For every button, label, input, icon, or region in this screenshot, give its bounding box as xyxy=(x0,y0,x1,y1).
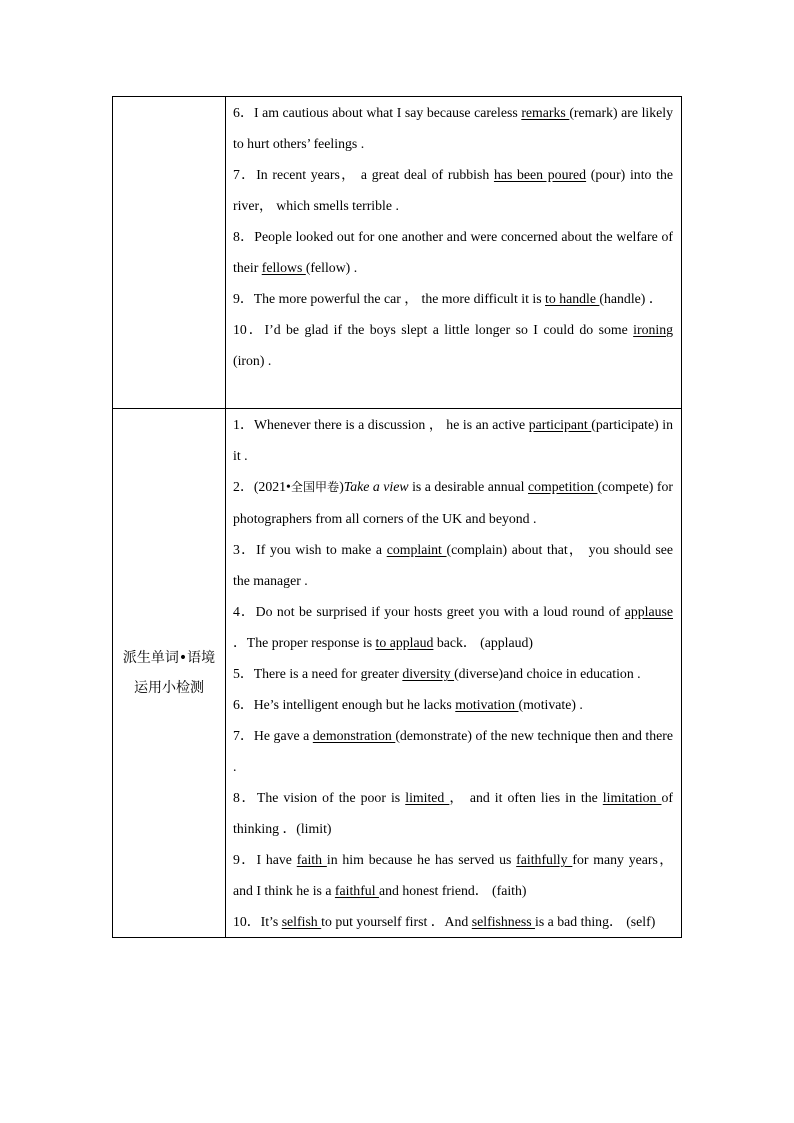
item-number: 7． xyxy=(233,167,257,182)
sentence-text: ．The proper response is xyxy=(233,635,376,650)
sentence-text: (fellow) . xyxy=(305,260,358,275)
sentence-text: is a bad thing． (self) xyxy=(535,914,656,929)
sentence-text: Whenever there is a discussion ， he is an active xyxy=(253,417,529,432)
citation-text: (2021• xyxy=(253,479,291,494)
exercise-item xyxy=(233,844,673,906)
sentence-text: People looked out for one another and were concerned about the welfare of their xyxy=(233,229,673,275)
table-row xyxy=(113,97,682,409)
sentence-text: Do not be surprised if your hosts greet you with a loud round of xyxy=(255,604,625,619)
item-number: 9． xyxy=(233,852,257,867)
sentence-text: is a desirable annual xyxy=(408,479,529,494)
exercise-table xyxy=(112,96,682,938)
exercise-item xyxy=(233,534,673,596)
citation-text: ) xyxy=(339,479,344,494)
answer-blank: participant xyxy=(528,417,592,432)
item-number: 3． xyxy=(233,542,257,557)
sentence-text: back． (applaud) xyxy=(433,635,533,650)
section-label-empty xyxy=(113,97,226,409)
sentence-text: I’d be glad if the boys slept a little longer so I could do some xyxy=(264,322,634,337)
sentence-text: (demonstrate) of the new technique then and there . xyxy=(233,728,673,774)
article-title: Take a view xyxy=(343,479,409,494)
sentence-text: In recent years， a great deal of rubbish xyxy=(256,167,494,182)
sentence-text: He’s intelligent enough but he lacks xyxy=(253,697,456,712)
table-row xyxy=(113,409,682,938)
source-label: 全国甲卷 xyxy=(290,480,340,494)
sentence-text: It’s xyxy=(260,914,282,929)
exercise-item xyxy=(233,314,673,376)
item-number: 8． xyxy=(233,790,257,805)
sentence-text: I am cautious about what I say because careless xyxy=(253,105,522,120)
answer-blank: diversity xyxy=(402,666,455,681)
sentence-text: If you wish to make a xyxy=(256,542,387,557)
sentence-text: The vision of the poor is xyxy=(256,790,406,805)
answer-blank: selfish xyxy=(281,914,322,929)
sentence-text: in him because he has served us xyxy=(326,852,517,867)
sentence-text: ， and it often lies in the xyxy=(449,790,603,805)
sentence-text: for many years， and I think he is a xyxy=(233,852,674,898)
exercise-item xyxy=(233,596,673,658)
sentence-text: (iron) . xyxy=(233,353,272,368)
answer-blank: faithful xyxy=(334,883,379,898)
item-number: 6． xyxy=(233,697,254,712)
answer-blank: demonstration xyxy=(312,728,396,743)
item-number: 7． xyxy=(233,728,254,743)
sentence-text: The more powerful the car ， the more difficult it is xyxy=(253,291,546,306)
item-number: 9． xyxy=(233,291,254,306)
sentence-text: (compete) for photographers from all corners of the UK and beyond . xyxy=(233,479,673,526)
exercise-item xyxy=(233,471,673,534)
sentence-text: (remark) are likely to hurt others’ feelings . xyxy=(233,105,673,151)
exercise-item xyxy=(233,159,673,221)
exercise-item xyxy=(233,283,673,314)
sentence-text: to put yourself first ．And xyxy=(321,914,472,929)
sentence-text: (participate) in it . xyxy=(233,417,673,463)
answer-blank: applause xyxy=(624,604,673,619)
item-number: 8． xyxy=(233,229,255,244)
section-content xyxy=(226,409,682,938)
answer-blank: remarks xyxy=(521,105,570,120)
sentence-text: of thinking ．(limit) xyxy=(233,790,673,836)
answer-blank: fellows xyxy=(261,260,306,275)
answer-blank: has been poured xyxy=(493,167,587,182)
answer-blank: ironing xyxy=(633,322,673,337)
sentence-text: (diverse)and choice in education . xyxy=(454,666,641,681)
sentence-text: I have xyxy=(256,852,297,867)
answer-blank: to handle xyxy=(545,291,600,306)
item-number: 2． xyxy=(233,479,254,494)
exercise-item xyxy=(233,221,673,283)
answer-blank: limitation xyxy=(602,790,662,805)
exercise-list xyxy=(233,409,673,937)
sentence-text: (motivate) . xyxy=(518,697,583,712)
sentence-text: He gave a xyxy=(253,728,313,743)
item-number: 6． xyxy=(233,105,254,120)
item-number: 4． xyxy=(233,604,256,619)
exercise-item xyxy=(233,658,673,689)
answer-blank: faithfully xyxy=(516,852,573,867)
answer-blank: to applaud xyxy=(375,635,434,650)
answer-blank: complaint xyxy=(386,542,447,557)
exercise-item xyxy=(233,782,673,844)
answer-blank: motivation xyxy=(455,697,519,712)
sentence-text: (handle) ． xyxy=(599,291,663,306)
exercise-item xyxy=(233,689,673,720)
answer-blank: faith xyxy=(296,852,327,867)
sentence-text: (pour) into the river， which smells terrible . xyxy=(233,167,673,213)
section-label xyxy=(113,409,226,938)
answer-blank: selfishness xyxy=(471,914,536,929)
answer-blank: limited xyxy=(405,790,450,805)
exercise-item xyxy=(233,97,673,159)
exercise-item xyxy=(233,409,673,471)
sentence-text: and honest friend． (faith) xyxy=(378,883,527,898)
item-number: 10． xyxy=(233,322,265,337)
sentence-text: (complain) about that， you should see the manager . xyxy=(233,542,673,588)
item-number: 10． xyxy=(233,914,261,929)
exercise-item xyxy=(233,906,673,937)
section-content xyxy=(226,97,682,409)
item-number: 5． xyxy=(233,666,254,681)
exercise-list xyxy=(233,97,673,376)
exercise-item xyxy=(233,720,673,782)
answer-blank: competition xyxy=(528,479,598,494)
section-label-text: 派生单词•语境运用小检测 xyxy=(122,650,216,696)
sentence-text: There is a need for greater xyxy=(253,666,403,681)
item-number: 1． xyxy=(233,417,254,432)
